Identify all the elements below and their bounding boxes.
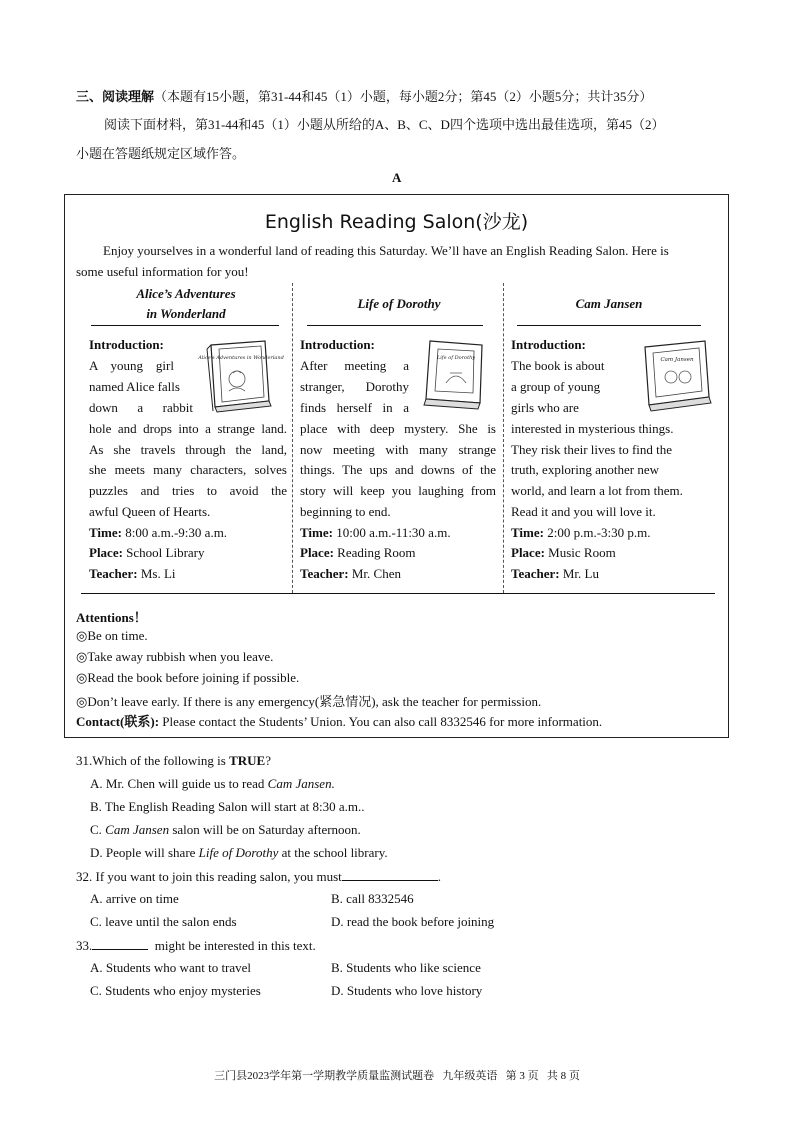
- alice-line-1: A young girl: [89, 358, 174, 373]
- attention-item: ◎Don’t leave early. If there is any emergency(紧急情况), ask the teacher for permission.: [76, 694, 542, 709]
- intro-label: Introduction:: [300, 337, 375, 352]
- instruction-line-1: 阅读下面材料，第31-44和45（1）小题从所给的A、B、C、D四个选项中选出最佳选项，第45（2）: [104, 117, 665, 132]
- book-title-line-1: Alice’s Adventures: [136, 286, 236, 301]
- cam-line-4: interested in mysterious things.: [511, 421, 674, 436]
- q32-option-b: B. call 8332546: [331, 891, 414, 906]
- book-cover-text: Life of Dorothy: [436, 355, 476, 361]
- salon-box: [64, 194, 729, 738]
- dorothy-line-7: story will keep you laughing from: [300, 483, 496, 498]
- teacher-label: Teacher:: [300, 566, 349, 581]
- cam-line-6: truth, exploring another new: [511, 462, 660, 477]
- q33-stem: [76, 937, 316, 954]
- q31-stem-text: 31.Which of the following is: [76, 753, 230, 768]
- q31-option-a: [90, 776, 335, 792]
- place-label: Place:: [300, 545, 334, 560]
- intro-label: Introduction:: [89, 337, 164, 352]
- q33-option-b: B. Students who like science: [331, 960, 481, 975]
- dorothy-line-3: finds herself in a: [300, 400, 409, 415]
- book-title: Cam Jansen: [575, 296, 643, 311]
- alice-time-row: [89, 525, 227, 541]
- alice-line-7: puzzles and tries to avoid the: [89, 483, 287, 498]
- column-divider: [503, 283, 504, 593]
- cam-place: Music Room: [548, 545, 616, 560]
- q31-option-c: [90, 822, 361, 838]
- section-heading-note: （本题有15小题，第31-44和45（1）小题，每小题2分；第45（2）小题5分；共计35分）: [154, 89, 653, 104]
- dorothy-line-4: place with deep mystery. She is: [300, 421, 496, 436]
- time-label: Time:: [300, 525, 333, 540]
- book-cover-text: Cam Jansen: [660, 357, 694, 363]
- attention-item: ◎Take away rubbish when you leave.: [76, 649, 274, 664]
- contact-row: [76, 711, 602, 730]
- cam-line-8: Read it and you will love it.: [511, 504, 656, 519]
- alice-place: School Library: [126, 545, 205, 560]
- cam-line-1: The book is about: [511, 358, 605, 373]
- salon-intro-2: some useful information for you!: [76, 264, 249, 279]
- place-label: Place:: [89, 545, 123, 560]
- place-label: Place:: [511, 545, 545, 560]
- teacher-label: Teacher:: [89, 566, 138, 581]
- q32-option-c: C. leave until the salon ends: [90, 914, 237, 929]
- q31-c-text: salon will be on Saturday afternoon.: [169, 822, 361, 837]
- q31-stem-bold: TRUE: [229, 753, 266, 768]
- dorothy-time: 10:00 a.m.-11:30 a.m.: [336, 525, 451, 540]
- alice-line-2: named Alice falls: [89, 379, 180, 394]
- dorothy-place: Reading Room: [337, 545, 416, 560]
- dorothy-line-1: After meeting a: [300, 358, 409, 373]
- q33-option-c: C. Students who enjoy mysteries: [90, 983, 261, 998]
- q31-stem-end: ?: [265, 753, 271, 768]
- cam-time: 2:00 p.m.-3:30 p.m.: [547, 525, 651, 540]
- salon-title: English Reading Salon(沙龙): [264, 211, 529, 233]
- section-heading-line: [76, 86, 652, 105]
- alice-line-8: awful Queen of Hearts.: [89, 504, 211, 519]
- book-title-line-2: in Wonderland: [146, 306, 226, 321]
- q32-stem: [76, 868, 441, 885]
- alice-line-4: hole and drops into a strange land.: [89, 421, 287, 436]
- q33-option-d: D. Students who love history: [331, 983, 483, 998]
- dorothy-line-5: now meeting with many strange: [300, 442, 496, 457]
- cam-line-2: a group of young: [511, 379, 601, 394]
- q31-c-prefix: C.: [90, 822, 106, 837]
- q32-stem-end: .: [437, 869, 442, 884]
- title-underline: [307, 325, 483, 326]
- alice-teacher-row: [89, 566, 176, 582]
- cam-line-7: world, and learn a lot from them.: [511, 483, 683, 498]
- alice-place-row: [89, 545, 205, 561]
- q31-d-end: at the school library.: [278, 845, 388, 860]
- q31-d-text: D. People will share: [90, 845, 199, 860]
- q31-option-b: B. The English Reading Salon will start at 8:30 a.m..: [90, 799, 365, 814]
- dorothy-line-8: beginning to end.: [300, 504, 391, 519]
- column-divider: [292, 283, 293, 593]
- dorothy-line-2: stranger, Dorothy: [300, 379, 409, 394]
- contact-text: Please contact the Students’ Union. You can also call 8332546 for more information.: [159, 714, 603, 729]
- attention-item: ◎Be on time.: [76, 628, 148, 643]
- cam-teacher-row: [511, 566, 599, 582]
- section-heading: 三、阅读理解: [76, 89, 155, 104]
- title-underline: [517, 325, 701, 326]
- alice-line-6: she meets many characters, solves: [89, 462, 287, 477]
- alice-line-5: As she travels through the land,: [89, 442, 287, 457]
- q32-answer-blank[interactable]: [342, 868, 438, 881]
- alice-time: 8:00 a.m.-9:30 a.m.: [125, 525, 228, 540]
- instruction-line-2: 小题在答题纸规定区域作答。: [76, 146, 246, 161]
- book-cover-text: Alice's Adventures in Wonderland: [198, 355, 284, 361]
- teacher-label: Teacher:: [511, 566, 560, 581]
- q31-a-italic: Cam Jansen.: [267, 776, 335, 791]
- q31-stem: [76, 753, 271, 769]
- cam-place-row: [511, 545, 616, 561]
- intro-label: Introduction:: [511, 337, 586, 352]
- q32-option-a: A. arrive on time: [90, 891, 179, 906]
- title-underline: [91, 325, 279, 326]
- time-label: Time:: [511, 525, 544, 540]
- q33-stem-text: might be interested in this text.: [154, 938, 316, 953]
- contact-label: Contact(联系):: [76, 714, 160, 729]
- page-footer: 三门县2023学年第一学期教学质量监测试题卷 九年级英语 第 3 页 共 8 页: [214, 1070, 580, 1082]
- alice-line-3: down a rabbit: [89, 400, 193, 415]
- dorothy-time-row: [300, 525, 451, 541]
- passage-label: A: [392, 170, 402, 185]
- q31-option-d: [90, 845, 388, 861]
- q33-answer-blank[interactable]: [92, 937, 148, 950]
- time-label: Time:: [89, 525, 122, 540]
- cam-time-row: [511, 525, 651, 541]
- cam-line-5: They risk their lives to find the: [511, 442, 673, 457]
- book-cover-dorothy-icon: [420, 337, 492, 411]
- dorothy-teacher: Mr. Chen: [351, 566, 401, 581]
- cam-line-3: girls who are: [511, 400, 579, 415]
- q31-d-italic: Life of Dorothy: [198, 845, 279, 860]
- q32-option-d: D. read the book before joining: [331, 914, 495, 929]
- q31-a-text: A. Mr. Chen will guide us to read: [90, 776, 268, 791]
- divider-line: [81, 593, 715, 594]
- book-cover-alice-icon: [198, 339, 284, 413]
- alice-teacher: Ms. Li: [140, 566, 176, 581]
- attentions-title: Attentions！: [76, 610, 147, 625]
- salon-intro-1: Enjoy yourselves in a wonderful land of reading this Saturday. We’ll have an English Reading Salon. Here is: [103, 243, 669, 258]
- attention-item: ◎Read the book before joining if possible.: [76, 670, 300, 685]
- dorothy-line-6: things. The ups and downs of the: [300, 462, 496, 477]
- q33-number: 33.: [76, 938, 93, 953]
- dorothy-teacher-row: [300, 566, 401, 582]
- book-title: Life of Dorothy: [357, 296, 441, 311]
- cam-teacher: Mr. Lu: [562, 566, 599, 581]
- book-cover-cam-icon: [641, 339, 713, 413]
- q32-stem-text: 32. If you want to join this reading salon, you must: [76, 869, 342, 884]
- q33-option-a: A. Students who want to travel: [90, 960, 252, 975]
- dorothy-place-row: [300, 545, 416, 561]
- q31-c-italic: Cam Jansen: [105, 822, 170, 837]
